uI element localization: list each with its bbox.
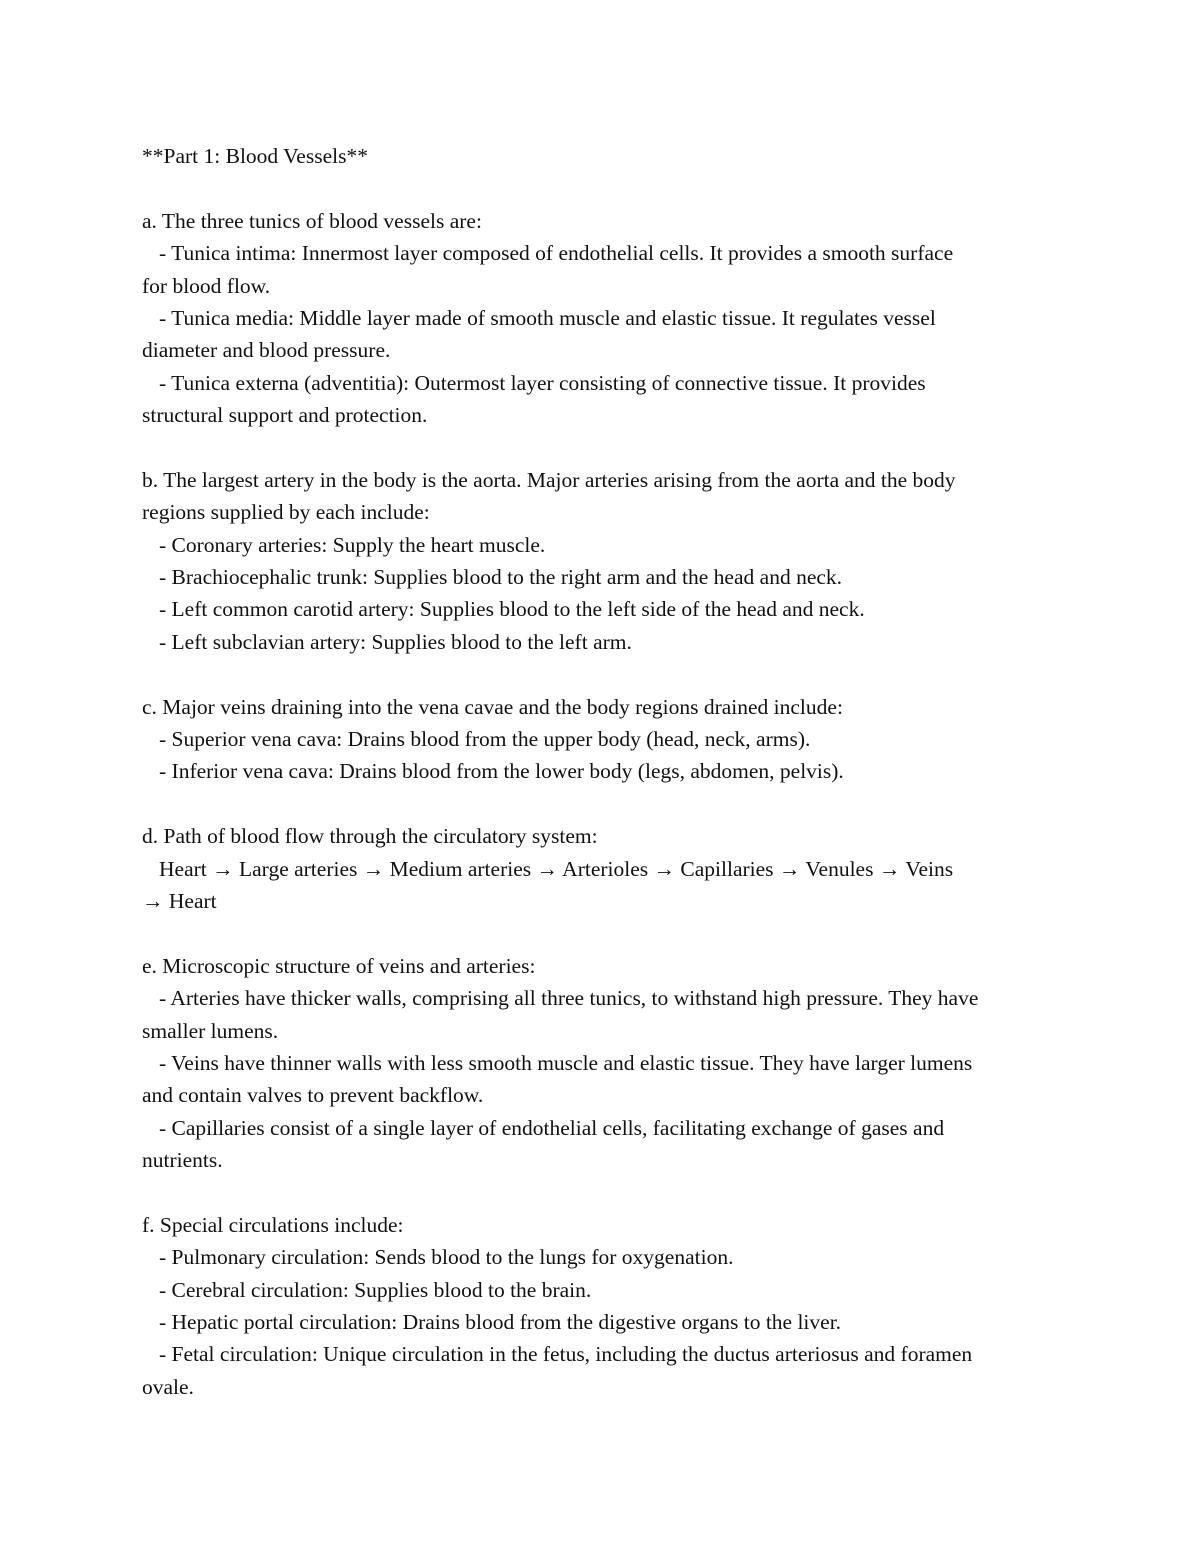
spacer bbox=[142, 1177, 1060, 1209]
section-a-line: structural support and protection. bbox=[142, 403, 428, 428]
section-e-line: and contain valves to prevent backflow. bbox=[142, 1083, 484, 1108]
section-f-line: - Hepatic portal circulation: Drains blood from the digestive organs to the liver. bbox=[159, 1310, 842, 1335]
document-body bbox=[142, 140, 1060, 1403]
section-d-intro: d. Path of blood flow through the circulatory system: bbox=[142, 824, 598, 849]
section-e-line: smaller lumens. bbox=[142, 1018, 279, 1043]
section-f-line: - Cerebral circulation: Supplies blood to the brain. bbox=[159, 1277, 592, 1302]
section-e-line: - Capillaries consist of a single layer of endothelial cells, facilitating exchange of gases and bbox=[159, 1115, 945, 1140]
section-a-line: - Tunica media: Middle layer made of smooth muscle and elastic tissue. It regulates vessel bbox=[159, 305, 936, 330]
section-d-line: Heart → Large arteries → Medium arteries → Arterioles → Capillaries → Venules → Veins bbox=[159, 856, 954, 881]
section-a-line: diameter and blood pressure. bbox=[142, 338, 391, 363]
section-b-line: - Brachiocephalic trunk: Supplies blood to the right arm and the head and neck. bbox=[159, 565, 843, 590]
section-d-line: → Heart bbox=[142, 888, 217, 913]
section-e-intro: e. Microscopic structure of veins and arteries: bbox=[142, 953, 536, 978]
section-c-intro: c. Major veins draining into the vena cavae and the body regions drained include: bbox=[142, 694, 843, 719]
section-b-intro: regions supplied by each include: bbox=[142, 500, 430, 525]
spacer bbox=[142, 658, 1060, 690]
section-e-line: - Arteries have thicker walls, comprising all three tunics, to withstand high pressure. They have bbox=[159, 986, 979, 1011]
section-a-line: - Tunica externa (adventitia): Outermost layer consisting of connective tissue. It provides bbox=[159, 370, 926, 395]
section-b-intro: b. The largest artery in the body is the aorta. Major arteries arising from the aorta and the body bbox=[142, 467, 956, 492]
section-a-line: - Tunica intima: Innermost layer composed of endothelial cells. It provides a smooth surface bbox=[159, 241, 954, 266]
section-b-line: - Coronary arteries: Supply the heart muscle. bbox=[159, 532, 546, 557]
section-f-line: - Fetal circulation: Unique circulation in the fetus, including the ductus arteriosus and foramen bbox=[159, 1342, 973, 1367]
section-b-line: - Left subclavian artery: Supplies blood to the left arm. bbox=[159, 629, 632, 654]
section-f-intro: f. Special circulations include: bbox=[142, 1212, 404, 1237]
section-a-intro: a. The three tunics of blood vessels are: bbox=[142, 208, 482, 233]
document-heading: **Part 1: Blood Vessels** bbox=[142, 144, 368, 168]
section-a-line: for blood flow. bbox=[142, 273, 271, 298]
section-e-line: nutrients. bbox=[142, 1148, 223, 1173]
spacer bbox=[142, 788, 1060, 820]
section-b-line: - Left common carotid artery: Supplies blood to the left side of the head and neck. bbox=[159, 597, 865, 622]
spacer bbox=[142, 917, 1060, 949]
section-c-line: - Inferior vena cava: Drains blood from the lower body (legs, abdomen, pelvis). bbox=[159, 759, 844, 784]
section-e-line: - Veins have thinner walls with less smooth muscle and elastic tissue. They have larger lumens bbox=[159, 1050, 973, 1075]
section-f-line: ovale. bbox=[142, 1374, 194, 1399]
spacer bbox=[142, 172, 1060, 204]
spacer bbox=[142, 432, 1060, 464]
section-f-line: - Pulmonary circulation: Sends blood to the lungs for oxygenation. bbox=[159, 1245, 734, 1270]
section-c-line: - Superior vena cava: Drains blood from the upper body (head, neck, arms). bbox=[159, 727, 811, 752]
